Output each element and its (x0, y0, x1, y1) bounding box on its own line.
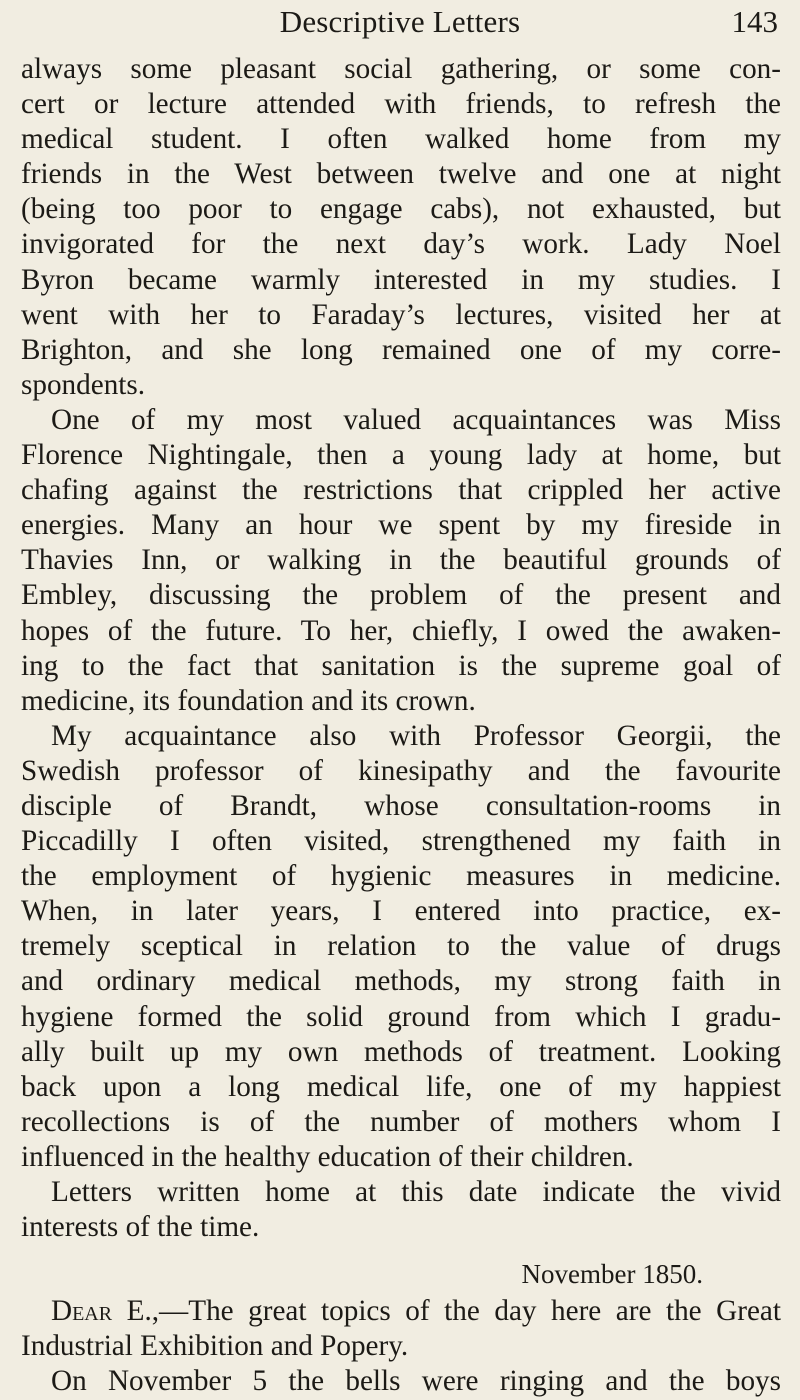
text-line: influenced in the healthy education of their children. (21, 1140, 634, 1173)
text-line: interests of the time. (21, 1211, 260, 1244)
text-line: friends in the West between twelve and one at night (21, 158, 781, 191)
letter-salutation: Dear E., (51, 1295, 160, 1328)
text-line: Embley, discussing the problem of the present and (21, 579, 781, 612)
text-line: spondents. (21, 368, 146, 401)
text-line: Piccadilly I often visited, strengthened my faith in (21, 825, 781, 858)
text-line: Florence Nightingale, then a young lady at home, but (21, 439, 781, 472)
text-line: hopes of the future. To her, chiefly, I owed the awaken- (21, 614, 781, 647)
text-line: medical student. I often walked home from my (21, 123, 781, 156)
text-line: recollections is of the number of mothers whom I (21, 1105, 781, 1138)
text-line: back upon a long medical life, one of my happiest (21, 1070, 781, 1103)
text-line: cert or lecture attended with friends, to refresh the (21, 88, 781, 121)
text-line: disciple of Brandt, whose consultation-rooms in (21, 789, 781, 822)
text-line: When, in later years, I entered into practice, ex- (21, 895, 781, 928)
text-line: One of my most valued acquaintances was Miss (51, 403, 781, 436)
page-number: 143 (731, 4, 778, 39)
text-line: invigorated for the next day’s work. Lady Noel (21, 228, 781, 261)
text-line: Brighton, and she long remained one of my corre- (21, 333, 781, 366)
running-title: Descriptive Letters (279, 4, 521, 39)
letter-line: On November 5 the bells were ringing and the boys (51, 1365, 781, 1398)
text-line: (being too poor to engage cabs), not exhausted, but (21, 193, 781, 226)
text-line: Swedish professor of kinesipathy and the favourite (21, 754, 781, 787)
text-line: ally built up my own methods of treatment. Looking (21, 1035, 781, 1068)
text-line: always some pleasant social gathering, or some con- (21, 53, 781, 85)
text-line: Letters written home at this date indicate the vivid (51, 1176, 781, 1208)
letter-salutation-line (21, 1294, 781, 1329)
letter-text: —The great topics of the day here are the Great (159, 1295, 781, 1328)
text-line: the employment of hygienic measures in medicine. (21, 860, 781, 893)
text-line: energies. Many an hour we spent by my fireside in (21, 509, 781, 542)
letter-dateline: November 1850. (521, 1259, 703, 1290)
letter-line: Industrial Exhibition and Popery. (21, 1330, 409, 1363)
text-line: chafing against the restrictions that crippled her active (21, 474, 781, 507)
text-line: Thavies Inn, or walking in the beautiful grounds of (21, 544, 781, 577)
running-head (0, 2, 800, 42)
text-line: medicine, its foundation and its crown. (21, 684, 476, 717)
text-line: went with her to Faraday’s lectures, visited her at (21, 298, 781, 331)
text-line: Byron became warmly interested in my studies. I (21, 263, 781, 296)
text-line: tremely sceptical in relation to the value of drugs (21, 930, 781, 963)
body-text (21, 52, 781, 1400)
text-line: ing to the fact that sanitation is the supreme goal of (21, 649, 781, 682)
text-line: hygiene formed the solid ground from which I gradu- (21, 1000, 781, 1033)
text-line: and ordinary medical methods, my strong faith in (21, 965, 781, 998)
text-line: My acquaintance also with Professor Georgii, the (51, 719, 781, 752)
